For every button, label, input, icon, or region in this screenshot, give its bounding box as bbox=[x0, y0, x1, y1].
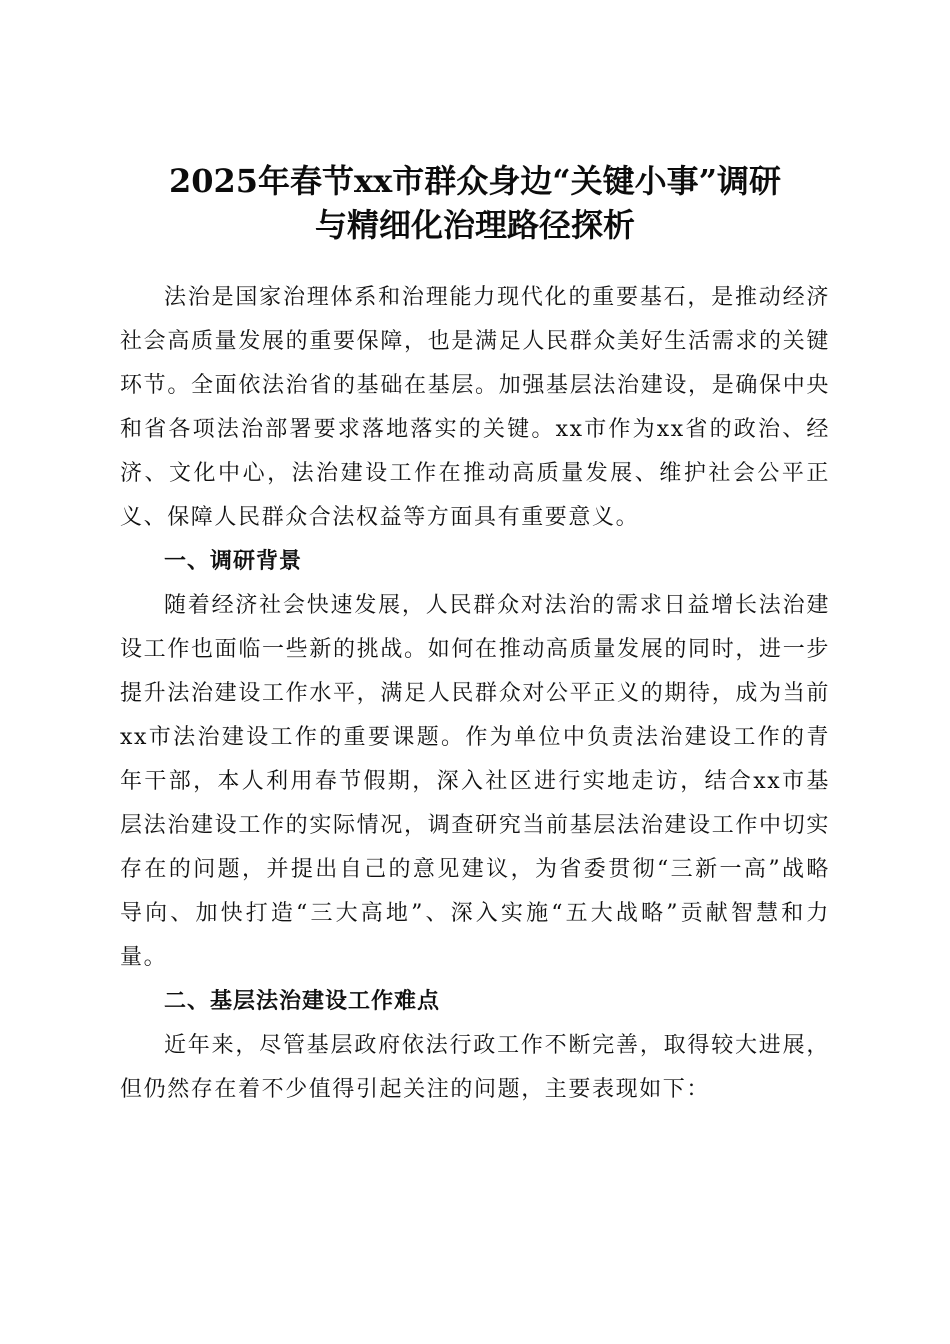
title-line-2: 与精细化治理路径探析 bbox=[314, 206, 635, 245]
intro-paragraph: 法治是国家治理体系和治理能力现代化的重要基石，是推动经济社会高质量发展的重要保障，也是满足人民群众美好生活需求的关键环节。全面依法治省的基础在基层。加强基层法治建设，是确保中央和省各项法治部署要求落地落实的关键。xx市作为xx省的政治、经济、文化中心，法治建设工作在推动高质量发展、维护社会公平正义、保障人民群众合法权益等方面具有重要意义。 bbox=[120, 285, 830, 530]
section-heading-difficulties: 二、基层法治建设工作难点 bbox=[164, 989, 441, 1014]
background-paragraph: 随着经济社会快速发展，人民群众对法治的需求日益增长法治建设工作也面临一些新的挑战。如何在推动高质量发展的同时，进一步提升法治建设工作水平，满足人民群众对公平正义的期待，成为当前xx市法治建设工作的重要课题。作为单位中负责法治建设工作的青年干部，本人利用春节假期，深入社区进行实地走访，结合xx市基层法治建设工作的实际情况，调查研究当前基层法治建设工作中切实存在的问题，并提出自己的意见建议，为省委贯彻“三新一高”战略导向、加快打造“三大高地”、深入实施“五大战略”贡献智慧和力量。 bbox=[120, 593, 830, 970]
difficulties-paragraph: 近年来，尽管基层政府依法行政工作不断完善，取得较大进展，但仍然存在着不少值得引起关注的问题，主要表现如下： bbox=[120, 1033, 830, 1102]
section-heading-background: 一、调研背景 bbox=[164, 549, 303, 574]
document-title bbox=[110, 159, 840, 247]
document-body bbox=[120, 276, 830, 1112]
title-line-1: 2025年春节xx市群众身边“关键小事”调研 bbox=[168, 162, 782, 201]
